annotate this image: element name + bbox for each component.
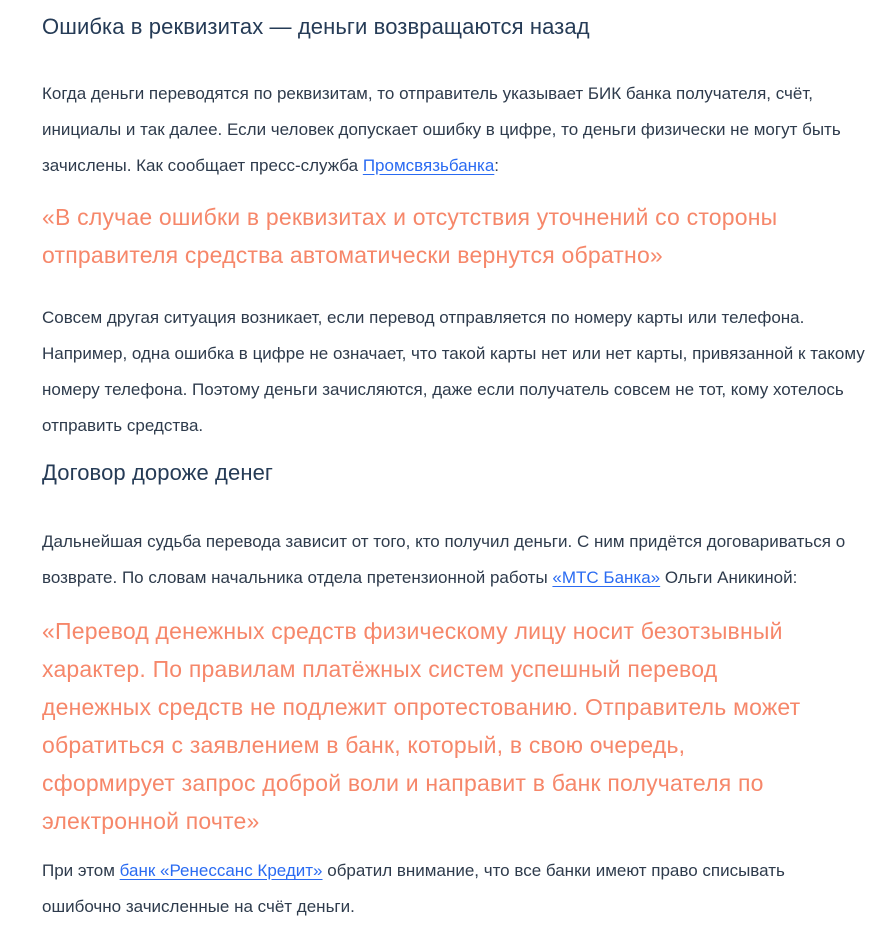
section-heading-agreement: Договор дороже денег: [42, 460, 274, 485]
paragraph-text: Когда деньги переводятся по реквизитам, то отправитель указывает БИК банка получателя, счёт, инициалы и так далее. Если человек допускает ошибку в цифре, то деньги физически не могут быть зачислены. Как сообщает пресс-служба: [42, 84, 841, 175]
paragraph-transfer-fate: [42, 524, 866, 596]
section-heading-requisites-error: Ошибка в реквизитах — деньги возвращаются назад: [42, 14, 590, 39]
quote-psb: «В случае ошибки в реквизитах и отсутствия уточнений со стороны отправителя средства автоматически вернутся обратно»: [42, 204, 778, 268]
paragraph-text: :: [494, 156, 500, 175]
paragraph-text: обратил внимание, что все банки имеют право списывать ошибочно зачисленные на счёт деньги.: [42, 861, 785, 916]
paragraph-card-phone-transfer: Совсем другая ситуация возникает, если перевод отправляется по номеру карты или телефона. Например, одна ошибка в цифре не означает, что такой карты нет или нет карты, привязанной к такому номеру телефона. Поэтому деньги зачисляются, даже если получатель совсем не тот, кому хотелось отправить средства.: [42, 308, 865, 435]
paragraph-text: Дальнейшая судьба перевода зависит от того, кто получил деньги. С ним придётся договариваться о возврате. По словам начальника отдела претензионной работы: [42, 532, 846, 587]
link-promsvyazbank[interactable]: Промсвязьбанка: [362, 156, 495, 175]
paragraph-text: При этом: [42, 861, 120, 880]
paragraph-requisites: [42, 76, 866, 184]
article-inner: [42, 12, 866, 925]
paragraph-text: Ольги Аникиной:: [660, 568, 798, 587]
link-mts-bank[interactable]: «МТС Банка»: [552, 568, 661, 587]
link-renaissance-credit[interactable]: банк «Ренессанс Кредит»: [119, 861, 323, 880]
paragraph-renaissance: [42, 853, 866, 925]
quote-mts-bank: «Перевод денежных средств физическому лицу носит безотзывный характер. По правилам платёжных систем успешный перевод денежных средств не подлежит опротестованию. Отправитель может обратиться с заявлением в банк, который, в свою очередь, сформирует запрос доброй воли и направит в банк получателя по электронной почте»: [42, 618, 801, 834]
